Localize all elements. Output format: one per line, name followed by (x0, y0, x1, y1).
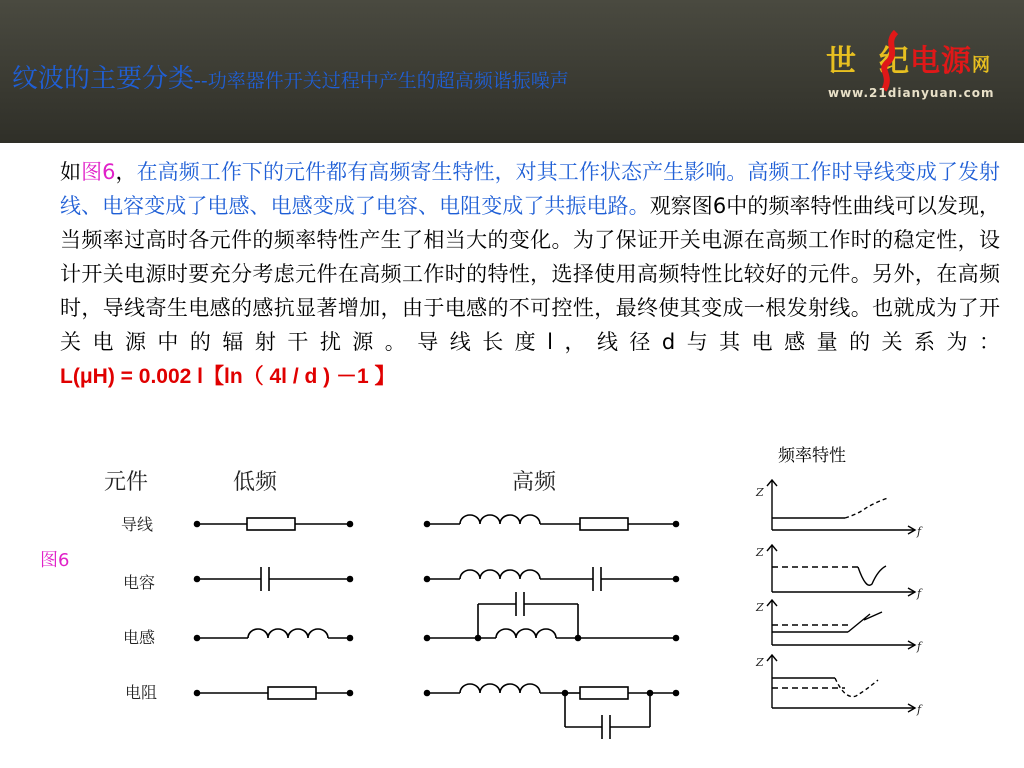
row-label-capacitor: 电容 (123, 573, 156, 592)
header-low-freq: 低频 (233, 470, 278, 495)
inductance-formula: L(μH) = 0.002 l【ln（ 4l / d ) －1 】 (60, 365, 396, 388)
axis-f-4: f (917, 703, 922, 716)
freq-plot-inductor (767, 600, 915, 649)
para-body: 观察图6中的频率特性曲线可以发现，当频率过高时各元件的频率特性产生了相当大的变化。为了保证开关电源在高频工作时的稳定性，设计开关电源时要充分考虑元件在高频工作时的特性，选择使用高频特性比较好的元件。另外，在高频时，导线寄生电感的感抗显著增加，由于电感的不可控性，最终使其变成一根发射线。也就成为了开关电源中的辐射干扰源。导线长度l，线径d与其电感量的关系为： (60, 194, 1001, 354)
title-main: 纹波的主要分类 (12, 64, 195, 94)
header-high-freq: 高频 (512, 470, 557, 495)
row-label-wire: 导线 (121, 515, 154, 534)
header-component: 元件 (104, 470, 149, 495)
figure-caption: 图6 (40, 550, 70, 571)
freq-plot-wire (767, 480, 915, 534)
axis-z-4: Z (756, 656, 764, 669)
resistor-high-freq-symbol (425, 684, 679, 739)
para-intro: 如 (60, 160, 82, 184)
freq-plot-resistor (767, 655, 915, 712)
row-label-resistor: 电阻 (125, 683, 158, 702)
axis-z-3: Z (756, 601, 764, 614)
para-comma: ， (115, 160, 137, 184)
para-highlight: 在高频工作下的元件都有高频寄生特性，对其工作状态产生影响。高频工作时导线变成了发射线、电容变成了电感、电感变成了电容、电阻变成了共振电路。 (60, 160, 1000, 218)
axis-f-1: f (917, 525, 922, 538)
title-sub: --功率器件开关过程中产生的超高频谐振噪声 (194, 70, 569, 92)
freq-plot-capacitor (767, 545, 915, 596)
resistor-low-freq-symbol (195, 687, 353, 699)
capacitor-high-freq-symbol (425, 567, 679, 591)
wire-low-freq-symbol (195, 518, 353, 530)
inductor-low-freq-symbol (195, 629, 353, 641)
row-label-inductor: 电感 (123, 628, 156, 647)
wire-high-freq-symbol (425, 515, 679, 530)
freq-characteristic-title: 频率特性 (778, 446, 846, 466)
figure-reference: 图6 (81, 160, 116, 184)
logo-url: www.21dianyuan.com (828, 86, 995, 100)
inductor-high-freq-symbol (425, 592, 679, 641)
logo-brand: 世 纪电源网 (826, 44, 991, 79)
capacitor-low-freq-symbol (195, 567, 353, 591)
axis-z-1: Z (756, 486, 764, 499)
axis-f-2: f (917, 587, 922, 600)
axis-f-3: f (917, 640, 922, 653)
axis-z-2: Z (756, 546, 764, 559)
